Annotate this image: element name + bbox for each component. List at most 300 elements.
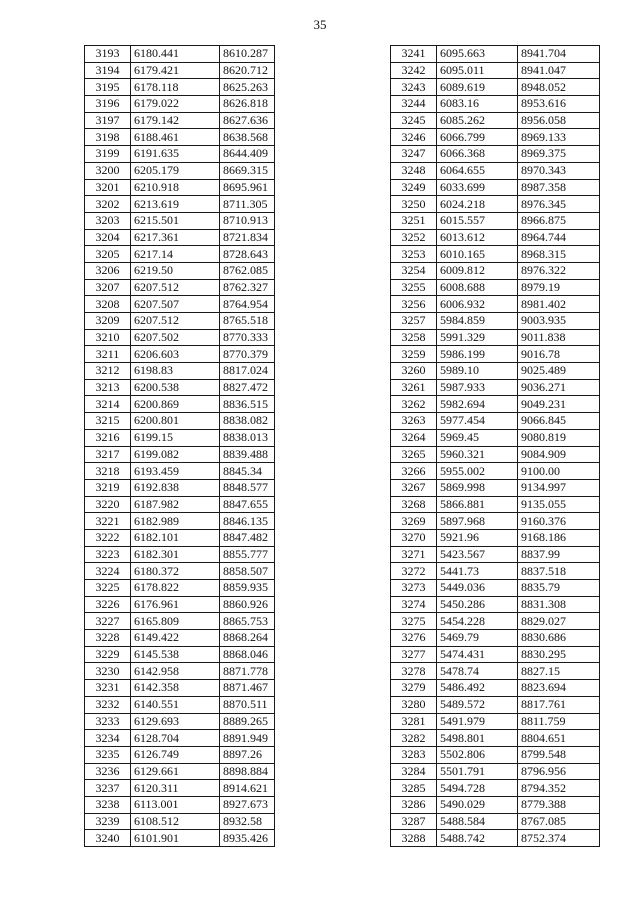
- x-coordinate-cell: 6192.838: [131, 479, 220, 496]
- point-number-cell: 3217: [85, 446, 131, 463]
- table-row: [391, 79, 600, 96]
- point-number-cell: 3223: [85, 546, 131, 563]
- point-number-cell: 3193: [85, 46, 131, 63]
- point-number-cell: 3238: [85, 796, 131, 813]
- point-number-cell: 3196: [85, 96, 131, 113]
- table-row: [391, 446, 600, 463]
- table-row: [391, 413, 600, 430]
- point-number-cell: 3286: [391, 796, 437, 813]
- x-coordinate-cell: 5449.036: [437, 580, 518, 597]
- point-number-cell: 3262: [391, 396, 437, 413]
- table-row: [391, 463, 600, 480]
- x-coordinate-cell: 6064.655: [437, 162, 518, 179]
- y-coordinate-cell: 8835.79: [518, 580, 600, 597]
- table-row: [391, 780, 600, 797]
- x-coordinate-cell: 5488.584: [437, 813, 518, 830]
- y-coordinate-cell: 8752.374: [518, 830, 600, 847]
- y-coordinate-cell: 8830.295: [518, 646, 600, 663]
- x-coordinate-cell: 6140.551: [131, 696, 220, 713]
- y-coordinate-cell: 8956.058: [518, 112, 600, 129]
- point-number-cell: 3257: [391, 313, 437, 330]
- x-coordinate-cell: 6200.801: [131, 413, 220, 430]
- table-row: [85, 79, 275, 96]
- point-number-cell: 3251: [391, 212, 437, 229]
- y-coordinate-cell: 9036.271: [518, 379, 600, 396]
- x-coordinate-cell: 6207.502: [131, 329, 220, 346]
- point-number-cell: 3233: [85, 713, 131, 730]
- table-row: [391, 329, 600, 346]
- x-coordinate-cell: 5866.881: [437, 496, 518, 513]
- x-coordinate-cell: 6180.372: [131, 563, 220, 580]
- table-row: [85, 730, 275, 747]
- point-number-cell: 3274: [391, 596, 437, 613]
- x-coordinate-cell: 6176.961: [131, 596, 220, 613]
- x-coordinate-cell: 6142.958: [131, 663, 220, 680]
- table-row: [85, 746, 275, 763]
- point-number-cell: 3280: [391, 696, 437, 713]
- point-number-cell: 3241: [391, 46, 437, 63]
- x-coordinate-cell: 6129.661: [131, 763, 220, 780]
- y-coordinate-cell: 8829.027: [518, 613, 600, 630]
- point-number-cell: 3263: [391, 413, 437, 430]
- point-number-cell: 3221: [85, 513, 131, 530]
- point-number-cell: 3278: [391, 663, 437, 680]
- y-coordinate-cell: 8839.488: [220, 446, 275, 463]
- table-row: [85, 630, 275, 647]
- point-number-cell: 3255: [391, 279, 437, 296]
- point-number-cell: 3215: [85, 413, 131, 430]
- table-row: [85, 129, 275, 146]
- table-row: [391, 513, 600, 530]
- x-coordinate-cell: 5489.572: [437, 696, 518, 713]
- table-row: [85, 663, 275, 680]
- point-number-cell: 3234: [85, 730, 131, 747]
- y-coordinate-cell: 8941.704: [518, 46, 600, 63]
- table-row: [85, 46, 275, 63]
- y-coordinate-cell: 8794.352: [518, 780, 600, 797]
- y-coordinate-cell: 8827.472: [220, 379, 275, 396]
- point-number-cell: 3275: [391, 613, 437, 630]
- point-number-cell: 3264: [391, 429, 437, 446]
- x-coordinate-cell: 5989.10: [437, 363, 518, 380]
- table-row: [391, 279, 600, 296]
- point-number-cell: 3250: [391, 196, 437, 213]
- point-number-cell: 3239: [85, 813, 131, 830]
- table-row: [391, 229, 600, 246]
- x-coordinate-cell: 6089.619: [437, 79, 518, 96]
- y-coordinate-cell: 9003.935: [518, 313, 600, 330]
- point-number-cell: 3219: [85, 479, 131, 496]
- x-coordinate-cell: 5986.199: [437, 346, 518, 363]
- table-row: [85, 529, 275, 546]
- point-number-cell: 3194: [85, 62, 131, 79]
- point-number-cell: 3248: [391, 162, 437, 179]
- x-coordinate-cell: 6188.461: [131, 129, 220, 146]
- x-coordinate-cell: 6219.50: [131, 262, 220, 279]
- x-coordinate-cell: 6128.704: [131, 730, 220, 747]
- y-coordinate-cell: 8889.265: [220, 713, 275, 730]
- x-coordinate-cell: 6085.262: [437, 112, 518, 129]
- point-number-cell: 3197: [85, 112, 131, 129]
- y-coordinate-cell: 8838.013: [220, 429, 275, 446]
- point-number-cell: 3200: [85, 162, 131, 179]
- x-coordinate-cell: 6205.179: [131, 162, 220, 179]
- table-row: [85, 313, 275, 330]
- y-coordinate-cell: 8860.926: [220, 596, 275, 613]
- table-row: [391, 730, 600, 747]
- x-coordinate-cell: 5491.979: [437, 713, 518, 730]
- table-body: [391, 46, 600, 847]
- y-coordinate-cell: 8953.616: [518, 96, 600, 113]
- y-coordinate-cell: 8762.327: [220, 279, 275, 296]
- point-number-cell: 3283: [391, 746, 437, 763]
- y-coordinate-cell: 8969.133: [518, 129, 600, 146]
- x-coordinate-cell: 6033.699: [437, 179, 518, 196]
- point-number-cell: 3195: [85, 79, 131, 96]
- y-coordinate-cell: 9016.78: [518, 346, 600, 363]
- point-number-cell: 3270: [391, 529, 437, 546]
- y-coordinate-cell: 8966.875: [518, 212, 600, 229]
- table-row: [391, 62, 600, 79]
- y-coordinate-cell: 8765.518: [220, 313, 275, 330]
- table-row: [391, 496, 600, 513]
- x-coordinate-cell: 5490.029: [437, 796, 518, 813]
- table-row: [85, 613, 275, 630]
- table-row: [391, 613, 600, 630]
- x-coordinate-cell: 6198.83: [131, 363, 220, 380]
- point-number-cell: 3240: [85, 830, 131, 847]
- y-coordinate-cell: 8855.777: [220, 546, 275, 563]
- table-row: [85, 646, 275, 663]
- table-row: [391, 813, 600, 830]
- point-number-cell: 3253: [391, 246, 437, 263]
- table-row: [391, 346, 600, 363]
- y-coordinate-cell: 8830.686: [518, 630, 600, 647]
- x-coordinate-cell: 5955.002: [437, 463, 518, 480]
- point-number-cell: 3211: [85, 346, 131, 363]
- y-coordinate-cell: 9025.489: [518, 363, 600, 380]
- point-number-cell: 3268: [391, 496, 437, 513]
- x-coordinate-cell: 5984.859: [437, 313, 518, 330]
- x-coordinate-cell: 5450.286: [437, 596, 518, 613]
- y-coordinate-cell: 8764.954: [220, 296, 275, 313]
- table-row: [85, 229, 275, 246]
- x-coordinate-cell: 6207.507: [131, 296, 220, 313]
- x-coordinate-cell: 6024.218: [437, 196, 518, 213]
- point-number-cell: 3216: [85, 429, 131, 446]
- table-row: [391, 179, 600, 196]
- table-row: [85, 62, 275, 79]
- x-coordinate-cell: 6066.799: [437, 129, 518, 146]
- y-coordinate-cell: 8711.305: [220, 196, 275, 213]
- table-row: [391, 396, 600, 413]
- point-number-cell: 3209: [85, 313, 131, 330]
- y-coordinate-cell: 8837.99: [518, 546, 600, 563]
- table-row: [391, 796, 600, 813]
- table-row: [85, 363, 275, 380]
- point-number-cell: 3230: [85, 663, 131, 680]
- y-coordinate-cell: 8981.402: [518, 296, 600, 313]
- table-row: [85, 396, 275, 413]
- x-coordinate-cell: 6199.15: [131, 429, 220, 446]
- y-coordinate-cell: 8870.511: [220, 696, 275, 713]
- y-coordinate-cell: 8948.052: [518, 79, 600, 96]
- table-row: [391, 680, 600, 697]
- y-coordinate-cell: 8898.884: [220, 763, 275, 780]
- y-coordinate-cell: 8837.518: [518, 563, 600, 580]
- x-coordinate-cell: 5982.694: [437, 396, 518, 413]
- point-number-cell: 3232: [85, 696, 131, 713]
- x-coordinate-cell: 5441.73: [437, 563, 518, 580]
- y-coordinate-cell: 8891.949: [220, 730, 275, 747]
- table-row: [85, 546, 275, 563]
- y-coordinate-cell: 9080.819: [518, 429, 600, 446]
- point-number-cell: 3237: [85, 780, 131, 797]
- table-row: [85, 246, 275, 263]
- y-coordinate-cell: 8897.26: [220, 746, 275, 763]
- x-coordinate-cell: 6129.693: [131, 713, 220, 730]
- x-coordinate-cell: 6187.982: [131, 496, 220, 513]
- table-row: [85, 96, 275, 113]
- x-coordinate-cell: 6200.869: [131, 396, 220, 413]
- point-number-cell: 3236: [85, 763, 131, 780]
- table-row: [391, 763, 600, 780]
- x-coordinate-cell: 5486.492: [437, 680, 518, 697]
- table-row: [85, 813, 275, 830]
- y-coordinate-cell: 8932.58: [220, 813, 275, 830]
- y-coordinate-cell: 8770.333: [220, 329, 275, 346]
- x-coordinate-cell: 6199.082: [131, 446, 220, 463]
- x-coordinate-cell: 5423.567: [437, 546, 518, 563]
- y-coordinate-cell: 8964.744: [518, 229, 600, 246]
- table-row: [391, 46, 600, 63]
- point-number-cell: 3284: [391, 763, 437, 780]
- x-coordinate-cell: 6165.809: [131, 613, 220, 630]
- y-coordinate-cell: 9011.838: [518, 329, 600, 346]
- x-coordinate-cell: 5488.742: [437, 830, 518, 847]
- y-coordinate-cell: 8969.375: [518, 146, 600, 163]
- point-number-cell: 3267: [391, 479, 437, 496]
- y-coordinate-cell: 8871.467: [220, 680, 275, 697]
- table-row: [85, 830, 275, 847]
- table-row: [85, 146, 275, 163]
- x-coordinate-cell: 6066.368: [437, 146, 518, 163]
- table-row: [391, 96, 600, 113]
- y-coordinate-cell: 9084.909: [518, 446, 600, 463]
- y-coordinate-cell: 8968.315: [518, 246, 600, 263]
- y-coordinate-cell: 9160.376: [518, 513, 600, 530]
- point-number-cell: 3266: [391, 463, 437, 480]
- point-number-cell: 3208: [85, 296, 131, 313]
- table-body: [85, 46, 275, 847]
- table-row: [391, 563, 600, 580]
- x-coordinate-cell: 6149.422: [131, 630, 220, 647]
- x-coordinate-cell: 6101.901: [131, 830, 220, 847]
- table-row: [85, 780, 275, 797]
- table-row: [85, 496, 275, 513]
- point-number-cell: 3271: [391, 546, 437, 563]
- point-number-cell: 3206: [85, 262, 131, 279]
- x-coordinate-cell: 5454.228: [437, 613, 518, 630]
- x-coordinate-cell: 6179.022: [131, 96, 220, 113]
- point-number-cell: 3261: [391, 379, 437, 396]
- point-number-cell: 3245: [391, 112, 437, 129]
- x-coordinate-cell: 6113.001: [131, 796, 220, 813]
- point-number-cell: 3199: [85, 146, 131, 163]
- x-coordinate-cell: 6095.011: [437, 62, 518, 79]
- table-row: [391, 713, 600, 730]
- point-number-cell: 3228: [85, 630, 131, 647]
- table-row: [391, 313, 600, 330]
- table-row: [85, 262, 275, 279]
- table-row: [85, 563, 275, 580]
- y-coordinate-cell: 8976.345: [518, 196, 600, 213]
- y-coordinate-cell: 8728.643: [220, 246, 275, 263]
- y-coordinate-cell: 8721.834: [220, 229, 275, 246]
- point-number-cell: 3254: [391, 262, 437, 279]
- point-number-cell: 3226: [85, 596, 131, 613]
- x-coordinate-cell: 5921.96: [437, 529, 518, 546]
- x-coordinate-cell: 6191.635: [131, 146, 220, 163]
- y-coordinate-cell: 8817.761: [518, 696, 600, 713]
- table-row: [391, 379, 600, 396]
- table-row: [391, 146, 600, 163]
- x-coordinate-cell: 6182.101: [131, 529, 220, 546]
- y-coordinate-cell: 8927.673: [220, 796, 275, 813]
- table-row: [391, 663, 600, 680]
- table-row: [391, 696, 600, 713]
- table-row: [391, 296, 600, 313]
- point-number-cell: 3224: [85, 563, 131, 580]
- y-coordinate-cell: 8779.388: [518, 796, 600, 813]
- x-coordinate-cell: 5991.329: [437, 329, 518, 346]
- point-number-cell: 3213: [85, 379, 131, 396]
- x-coordinate-cell: 6207.512: [131, 313, 220, 330]
- table-row: [85, 696, 275, 713]
- point-number-cell: 3269: [391, 513, 437, 530]
- x-coordinate-cell: 6213.619: [131, 196, 220, 213]
- point-number-cell: 3205: [85, 246, 131, 263]
- point-number-cell: 3281: [391, 713, 437, 730]
- y-coordinate-cell: 9134.997: [518, 479, 600, 496]
- point-number-cell: 3229: [85, 646, 131, 663]
- point-number-cell: 3252: [391, 229, 437, 246]
- y-coordinate-cell: 8644.409: [220, 146, 275, 163]
- x-coordinate-cell: 6178.822: [131, 580, 220, 597]
- table-row: [85, 379, 275, 396]
- x-coordinate-cell: 6217.14: [131, 246, 220, 263]
- table-row: [391, 630, 600, 647]
- x-coordinate-cell: 6095.663: [437, 46, 518, 63]
- y-coordinate-cell: 8848.577: [220, 479, 275, 496]
- table-row: [85, 179, 275, 196]
- x-coordinate-cell: 5498.801: [437, 730, 518, 747]
- table-row: [391, 429, 600, 446]
- point-number-cell: 3287: [391, 813, 437, 830]
- y-coordinate-cell: 8625.263: [220, 79, 275, 96]
- x-coordinate-cell: 6015.557: [437, 212, 518, 229]
- table-row: [85, 196, 275, 213]
- y-coordinate-cell: 8620.712: [220, 62, 275, 79]
- y-coordinate-cell: 8811.759: [518, 713, 600, 730]
- y-coordinate-cell: 8817.024: [220, 363, 275, 380]
- x-coordinate-cell: 6006.932: [437, 296, 518, 313]
- point-number-cell: 3227: [85, 613, 131, 630]
- table-row: [85, 513, 275, 530]
- point-number-cell: 3276: [391, 630, 437, 647]
- x-coordinate-cell: 6145.538: [131, 646, 220, 663]
- y-coordinate-cell: 8868.264: [220, 630, 275, 647]
- table-row: [391, 196, 600, 213]
- x-coordinate-cell: 6210.918: [131, 179, 220, 196]
- point-number-cell: 3212: [85, 363, 131, 380]
- y-coordinate-cell: 8823.694: [518, 680, 600, 697]
- y-coordinate-cell: 8804.651: [518, 730, 600, 747]
- table-row: [391, 479, 600, 496]
- point-number-cell: 3246: [391, 129, 437, 146]
- table-row: [391, 112, 600, 129]
- table-row: [85, 329, 275, 346]
- table-row: [391, 646, 600, 663]
- x-coordinate-cell: 6178.118: [131, 79, 220, 96]
- point-number-cell: 3243: [391, 79, 437, 96]
- y-coordinate-cell: 8710.913: [220, 212, 275, 229]
- table-row: [85, 413, 275, 430]
- point-number-cell: 3258: [391, 329, 437, 346]
- point-number-cell: 3256: [391, 296, 437, 313]
- table-row: [85, 763, 275, 780]
- table-row: [391, 162, 600, 179]
- y-coordinate-cell: 8987.358: [518, 179, 600, 196]
- y-coordinate-cell: 8626.818: [220, 96, 275, 113]
- table-row: [391, 830, 600, 847]
- y-coordinate-cell: 8796.956: [518, 763, 600, 780]
- table-row: [391, 529, 600, 546]
- y-coordinate-cell: 8847.482: [220, 529, 275, 546]
- point-number-cell: 3214: [85, 396, 131, 413]
- y-coordinate-cell: 8770.379: [220, 346, 275, 363]
- table-row: [391, 546, 600, 563]
- y-coordinate-cell: 8799.548: [518, 746, 600, 763]
- x-coordinate-cell: 5502.806: [437, 746, 518, 763]
- coordinates-table-left: [84, 45, 275, 847]
- y-coordinate-cell: 8836.515: [220, 396, 275, 413]
- x-coordinate-cell: 5469.79: [437, 630, 518, 647]
- y-coordinate-cell: 8914.621: [220, 780, 275, 797]
- table-row: [85, 596, 275, 613]
- point-number-cell: 3220: [85, 496, 131, 513]
- y-coordinate-cell: 9168.186: [518, 529, 600, 546]
- x-coordinate-cell: 5960.321: [437, 446, 518, 463]
- y-coordinate-cell: 8831.308: [518, 596, 600, 613]
- table-row: [85, 112, 275, 129]
- point-number-cell: 3285: [391, 780, 437, 797]
- point-number-cell: 3249: [391, 179, 437, 196]
- point-number-cell: 3272: [391, 563, 437, 580]
- point-number-cell: 3202: [85, 196, 131, 213]
- point-number-cell: 3225: [85, 580, 131, 597]
- point-number-cell: 3277: [391, 646, 437, 663]
- table-row: [85, 680, 275, 697]
- y-coordinate-cell: 8838.082: [220, 413, 275, 430]
- x-coordinate-cell: 5977.454: [437, 413, 518, 430]
- point-number-cell: 3279: [391, 680, 437, 697]
- x-coordinate-cell: 5501.791: [437, 763, 518, 780]
- x-coordinate-cell: 5987.933: [437, 379, 518, 396]
- y-coordinate-cell: 8859.935: [220, 580, 275, 597]
- x-coordinate-cell: 5494.728: [437, 780, 518, 797]
- y-coordinate-cell: 8868.046: [220, 646, 275, 663]
